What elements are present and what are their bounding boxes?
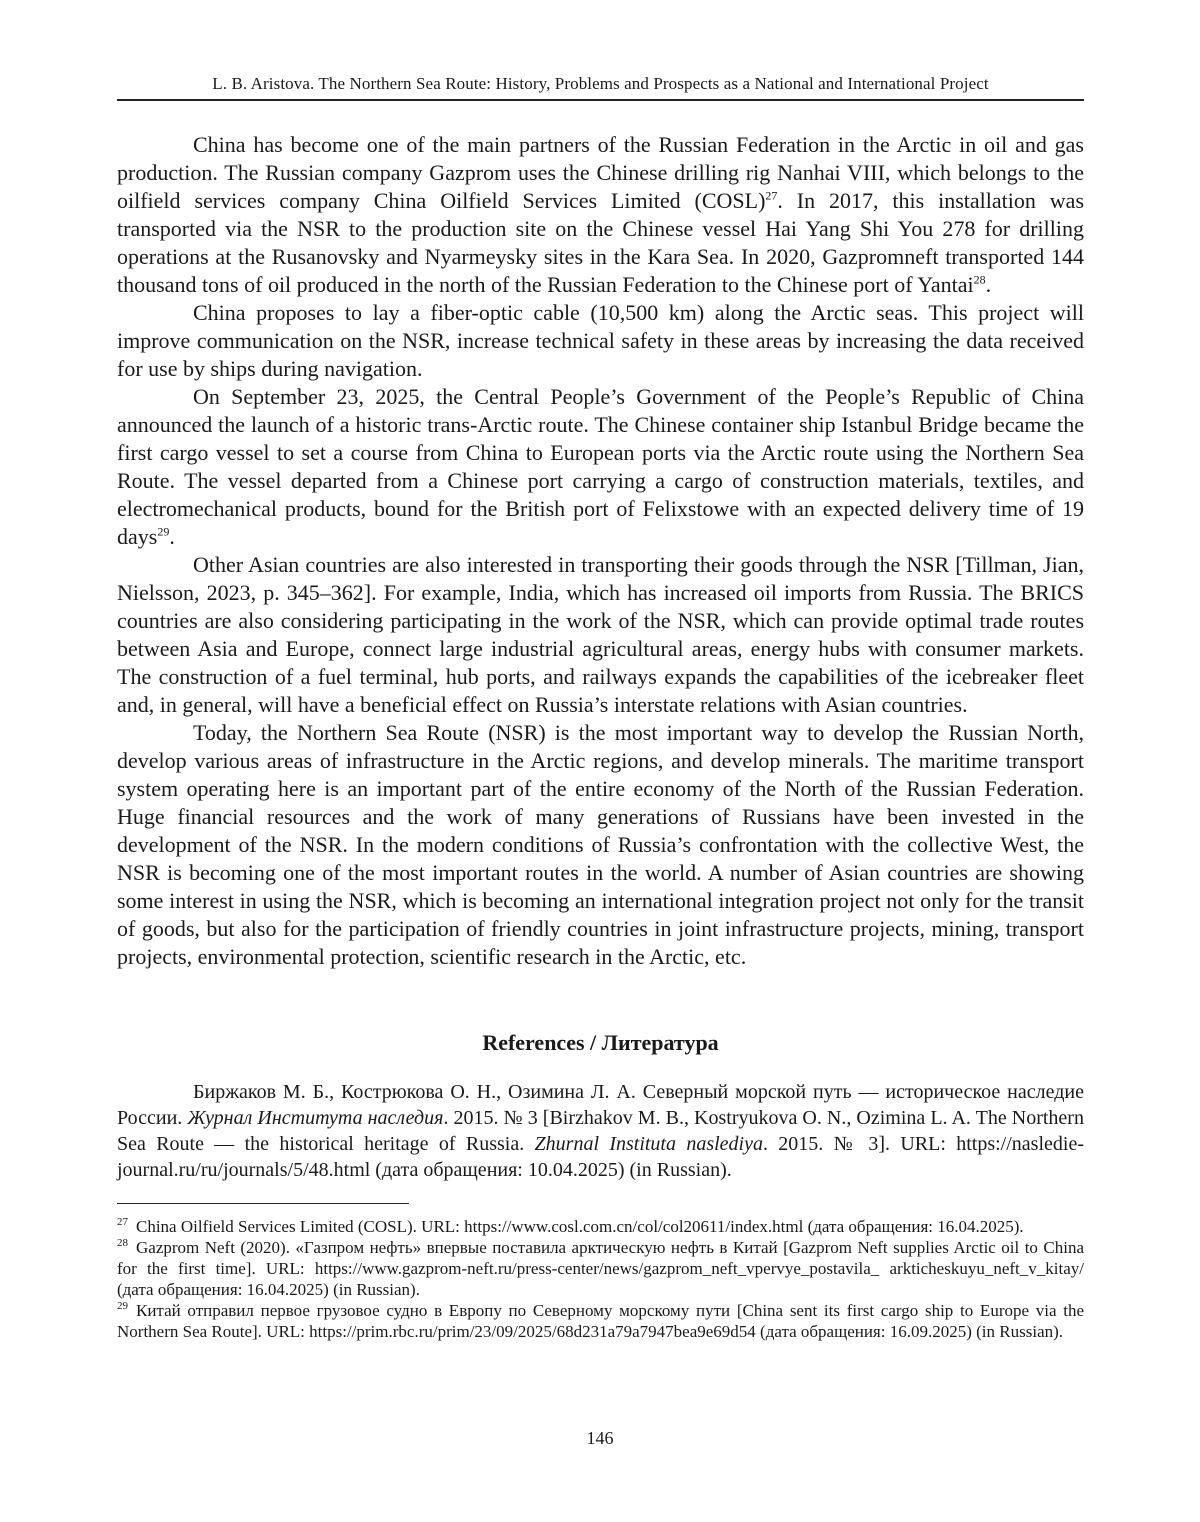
paragraph-3: On September 23, 2025, the Central People’s Government of the People’s Republic of China announced the launch of a historic trans-Arctic route. The Chinese container ship Istanbul Bridge became the first cargo vessel to set a course from China to European ports via the Arctic route using the Northern Sea Route. The vessel departed from a Chinese port carrying a cargo of construction materials, textiles, and electromechanical products, bound for the British port of Felixstowe with an expected delivery time of 19 days$^{29}$. <box>117 384 1084 549</box>
running-header: L. B. Aristova. The Northern Sea Route: History, Problems and Prospects as a National and International Project <box>117 74 1084 101</box>
footnote-divider <box>117 1203 409 1204</box>
page-number: 146 <box>586 1428 614 1448</box>
footnote-ref-28[interactable]: 28 <box>973 272 986 287</box>
footnote-ref-29[interactable]: 29 <box>157 524 170 539</box>
references-list <box>117 1079 1084 1183</box>
page <box>117 74 1084 1342</box>
reference-entry: Биржаков М. Б., Кострюкова О. Н., Озимина Л. А. Северный морской путь — историческое наследие России. Журнал Института наследия. 2015. № 3 [Birzhakov M. B., Kostryukova O. N., Ozimina L. A. The Northern Sea Route — the historical heritage of Russia. Zhurnal Instituta naslediya. 2015. № 3]. URL: https://nasledie-journal.ru/ru/journals/5/48.html (дата обращения: 10.04.2025) (in Russian). <box>117 1081 1084 1181</box>
footnote-28: $^{28}$ Gazprom Neft (2020). «Газпром нефть» впервые поставила арктическую нефть в Китай [Gazprom Neft supplies Arctic oil to China for the first time]. URL: https://www.gazprom-neft.ru/press-center/news/gazprom_neft_vpervye_postavila_ arkticheskuyu_neft_v_kitay/ (дата обращения: 16.04.2025) (in Russian). <box>117 1237 1084 1299</box>
footnote-number: 28 <box>117 1237 128 1250</box>
footnote-27: $^{27}$ China Oilfield Services Limited (COSL). URL: https://www.cosl.com.cn/col/col20611/index.html (дата обращения: 16.04.2025). <box>117 1216 1024 1236</box>
footnotes <box>117 1216 1084 1342</box>
paragraph-5: Today, the Northern Sea Route (NSR) is the most important way to develop the Russian North, develop various areas of infrastructure in the Arctic regions, and develop minerals. The maritime transport system operating here is an important part of the entire economy of the North of the Russian Federation. Huge financial resources and the work of many generations of Russians have been invested in the development of the NSR. In the modern conditions of Russia’s confrontation with the collective West, the NSR is becoming one of the most important routes in the world. A number of Asian countries are showing some interest in using the NSR, which is becoming an international integration project not only for the transit of goods, but also for the participation of friendly countries in joint infrastructure projects, mining, transport projects, environmental protection, scientific research in the Arctic, etc. <box>117 720 1084 969</box>
footnote-29: $^{29}$ Китай отправил первое грузовое судно в Европу по Северному морскому пути [China sent its first cargo ship to Europe via the Northern Sea Route]. URL: https://prim.rbc.ru/prim/23/09/2025/68d231a79a7947bea9e69d54 (дата обращения: 16.09.2025) (in Russian). <box>117 1300 1084 1341</box>
footnote-ref-27[interactable]: 27 <box>765 188 778 203</box>
references-heading: References / Литература <box>482 1030 719 1055</box>
paragraph-4: Other Asian countries are also interested in transporting their goods through the NSR [Tillman, Jian, Nielsson, 2023, p. 345–362]. For example, India, which has increased oil imports from Russia. The BRICS countries are also considering participating in the work of the NSR, which can provide optimal trade routes between Asia and Europe, connect large industrial agricultural areas, energy hubs with consumer markets. The construction of a fuel terminal, hub ports, and railways expands the capabilities of the icebreaker fleet and, in general, will have a beneficial effect on Russia’s interstate relations with Asian countries. <box>117 552 1084 717</box>
body-text <box>117 131 1084 971</box>
journal-title-en: Zhurnal Instituta naslediya <box>534 1133 763 1155</box>
footnote-number: 27 <box>117 1216 128 1229</box>
paragraph-1: China has become one of the main partners of the Russian Federation in the Arctic in oil and gas production. The Russian company Gazprom uses the Chinese drilling rig Nanhai VIII, which belongs to the oilfield services company China Oilfield Services Limited (COSL)$^{27}$. In 2017, this installation was transported via the NSR to the production site on the Chinese vessel Hai Yang Shi You 278 for drilling operations at the Rusanovsky and Nyarmeysky sites in the Kara Sea. In 2020, Gazpromneft transported 144 thousand tons of oil produced in the north of the Russian Federation to the Chinese port of Yantai$^{28}$. <box>117 132 1085 297</box>
journal-title-ru: Журнал Института наследия <box>187 1107 444 1129</box>
footnote-number: 29 <box>117 1300 128 1313</box>
paragraph-2: China proposes to lay a fiber-optic cable (10,500 km) along the Arctic seas. This project will improve communication on the NSR, increase technical safety in these areas by increasing the data received for use by ships during navigation. <box>117 300 1084 381</box>
